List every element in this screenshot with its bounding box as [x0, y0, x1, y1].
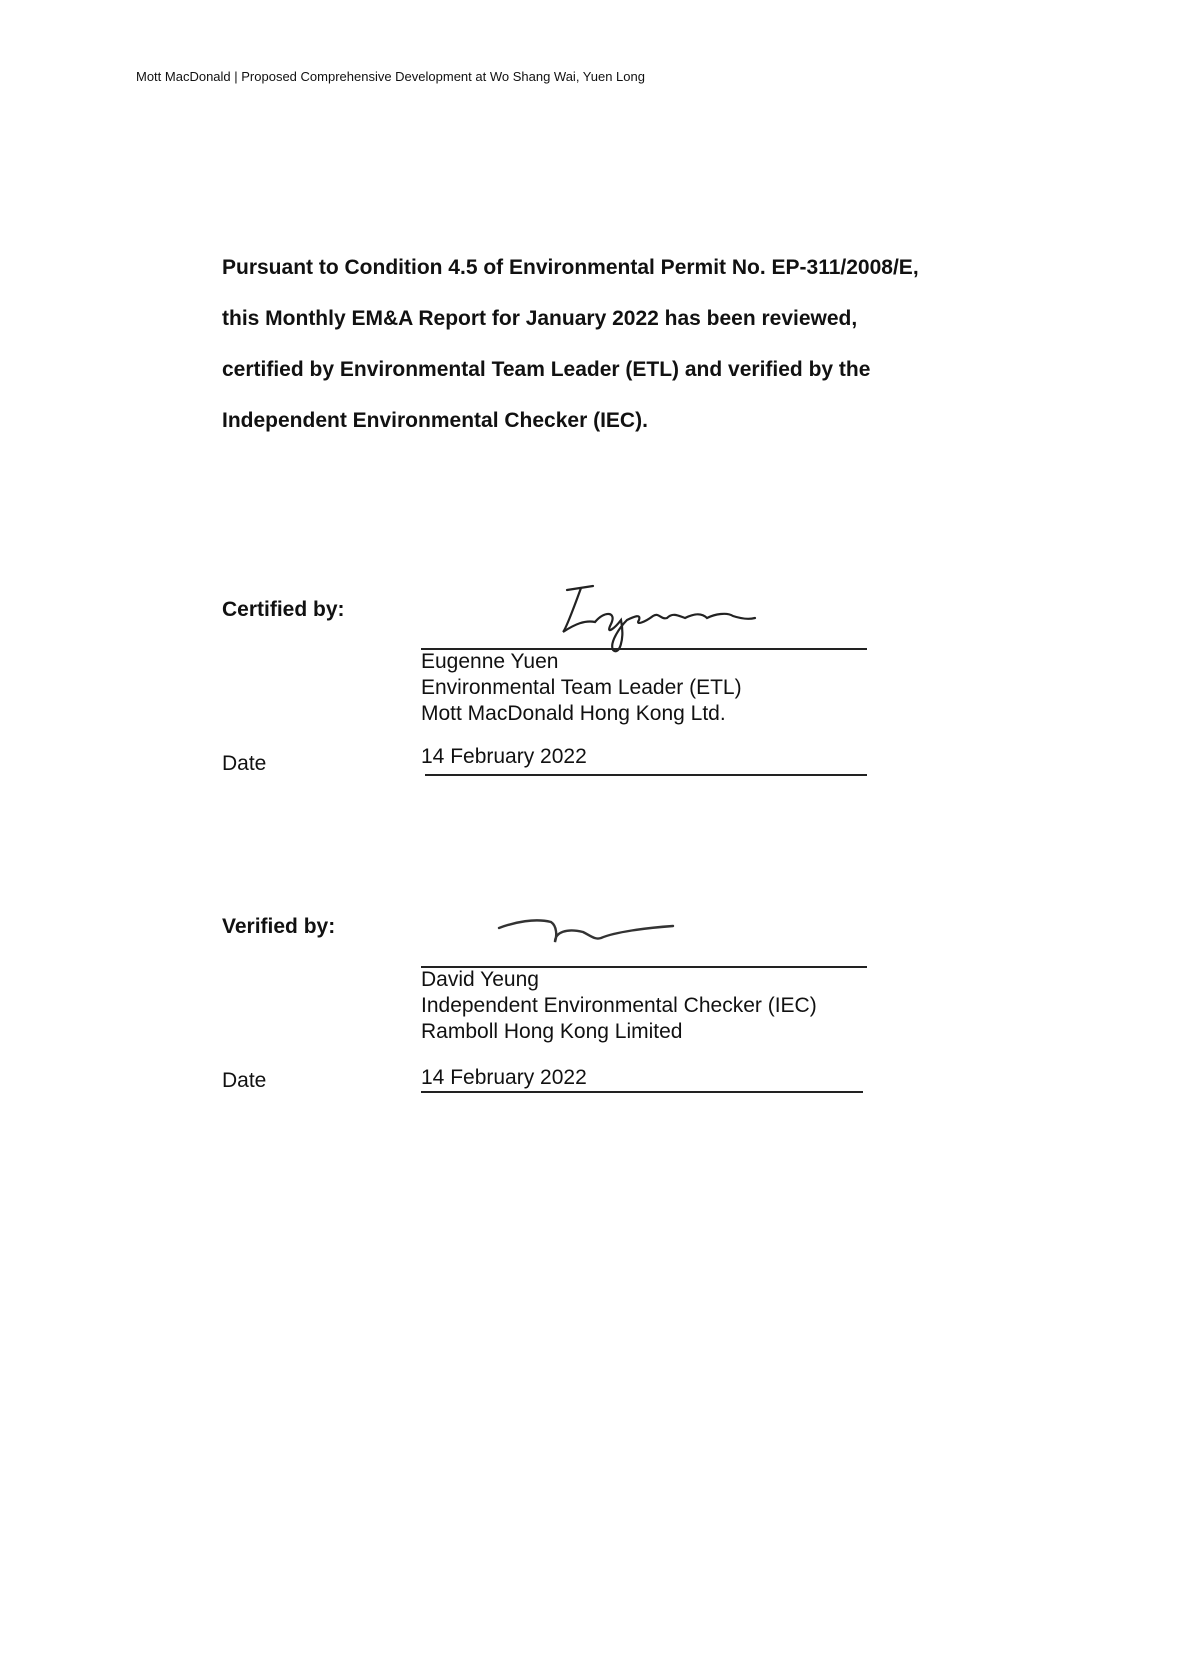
statement-line: certified by Environmental Team Leader (ETL) and verified by the: [222, 358, 871, 381]
verifier-role: Independent Environmental Checker (IEC): [421, 994, 817, 1017]
iec-signature: [495, 910, 685, 950]
statement-line: Pursuant to Condition 4.5 of Environmental Permit No. EP-311/2008/E,: [222, 256, 919, 279]
certifier-name: Eugenne Yuen: [421, 650, 559, 673]
verifier-company: Ramboll Hong Kong Limited: [421, 1020, 683, 1043]
date-label: Date: [222, 1069, 267, 1092]
date-line: [425, 774, 867, 776]
verified-label: Verified by:: [222, 915, 336, 938]
statement-line: this Monthly EM&A Report for January 2022 has been reviewed,: [222, 307, 858, 330]
running-header: Mott MacDonald | Proposed Comprehensive Development at Wo Shang Wai, Yuen Long: [136, 69, 645, 84]
verifier-name: David Yeung: [421, 968, 539, 991]
certified-label: Certified by:: [222, 598, 345, 621]
certified-date: 14 February 2022: [421, 745, 587, 768]
verified-date: 14 February 2022: [421, 1066, 587, 1089]
date-label: Date: [222, 752, 267, 775]
statement-line: Independent Environmental Checker (IEC).: [222, 409, 648, 432]
date-line: [421, 1091, 863, 1093]
certifier-company: Mott MacDonald Hong Kong Ltd.: [421, 702, 726, 725]
certifier-role: Environmental Team Leader (ETL): [421, 676, 742, 699]
